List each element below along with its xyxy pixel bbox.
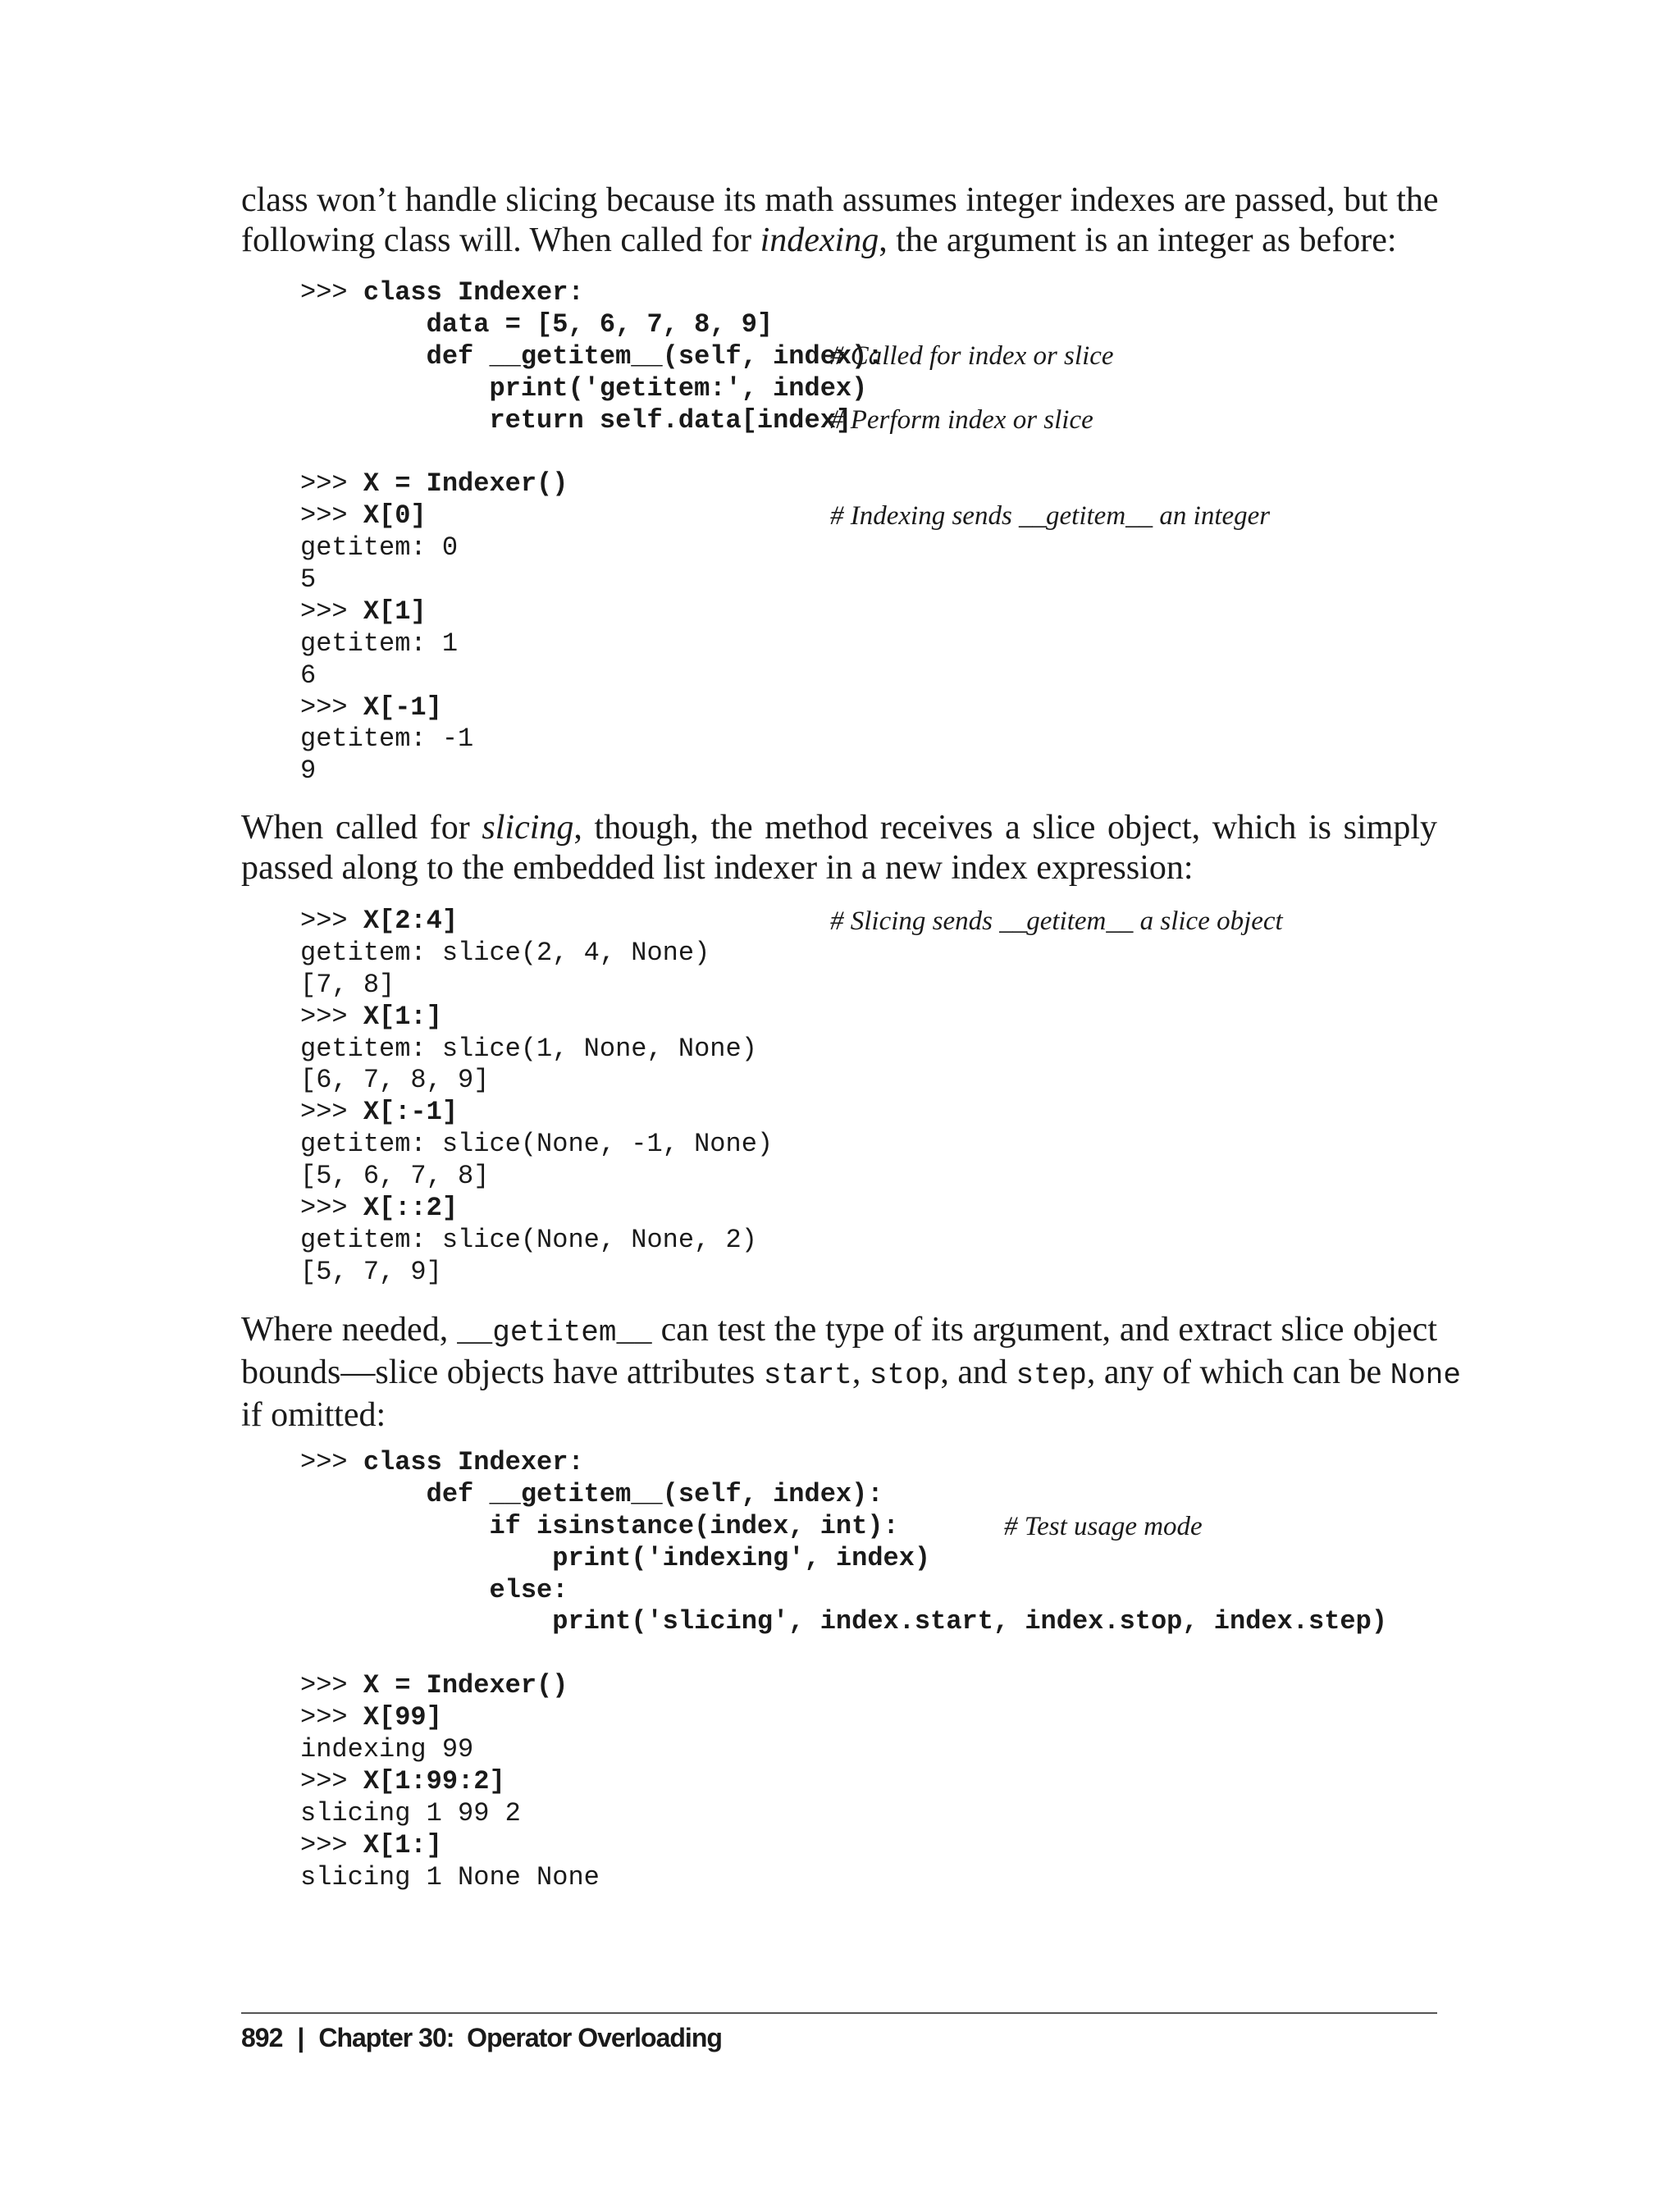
code-block-slicing: [300, 906, 773, 1289]
code-line: >>> X[1:]: [300, 1001, 442, 1032]
code-comment: # Called for index or slice: [830, 341, 1114, 371]
code-output-line: [6, 7, 8, 9]: [300, 1065, 490, 1096]
page-number: 892: [241, 2023, 283, 2052]
code-output-line: getitem: slice(None, -1, None): [300, 1129, 774, 1160]
code-line: data = [5, 6, 7, 8, 9]: [300, 308, 774, 340]
code-line: def __getitem__(self, index):: [300, 340, 883, 372]
code-line: >>> X[1]: [300, 596, 427, 627]
code-output-line: [7, 8]: [300, 969, 395, 1000]
code-output-line: 9: [300, 756, 317, 787]
code-blank-line: [300, 436, 883, 468]
code-line: >>> X = Indexer(): [300, 468, 568, 500]
page-footer: [241, 2023, 722, 2053]
intro-paragraph: [241, 180, 1437, 261]
text-line: passed along to the embedded list indexer in a new index expression:: [241, 849, 1194, 887]
inline-code: stop: [869, 1358, 941, 1392]
code-output-line: getitem: slice(None, None, 2): [300, 1224, 757, 1255]
code-output-line: getitem: -1: [300, 724, 474, 755]
bounds-paragraph: [241, 1310, 1462, 1436]
text-line: When called for slicing, though, the method receives a slice object, which is simply: [241, 809, 1437, 847]
text-line: bounds—slice objects have attributes start, stop, and step, any of which can be None: [241, 1354, 1462, 1392]
code-output-line: [5, 7, 9]: [300, 1256, 442, 1287]
inline-code: __getitem__: [457, 1316, 652, 1349]
code-comment: # Slicing sends __getitem__ a slice object: [830, 906, 1283, 936]
code-line: >>> X[1:99:2]: [300, 1765, 505, 1796]
code-output-line: getitem: slice(1, None, None): [300, 1033, 757, 1064]
code-line: >>> class Indexer:: [300, 1447, 584, 1477]
code-line: def __getitem__(self, index):: [300, 1478, 883, 1509]
inline-code: start: [763, 1358, 852, 1392]
code-line: else:: [300, 1574, 568, 1605]
code-line: if isinstance(index, int):: [300, 1510, 899, 1541]
emphasis: slicing: [482, 809, 574, 847]
code-output-line: getitem: 1: [300, 628, 459, 659]
inline-code: None: [1390, 1358, 1462, 1392]
code-line: print('slicing', index.start, index.stop, index.step): [300, 1606, 1388, 1637]
code-output-line: slicing 1 None None: [300, 1861, 600, 1892]
code-output-line: getitem: slice(2, 4, None): [300, 937, 710, 968]
code-line: return self.data[index]: [300, 404, 852, 436]
text-line: Where needed, __getitem__ can test the type of its argument, and extract slice object: [241, 1311, 1437, 1349]
code-block-indexing: [300, 277, 883, 788]
code-line: >>> X[1:]: [300, 1829, 442, 1860]
emphasis: indexing: [760, 221, 879, 259]
code-comment: # Test usage mode: [1004, 1512, 1203, 1541]
code-output-line: 5: [300, 564, 317, 596]
footer-separator: |: [297, 2023, 304, 2052]
code-output-line: indexing 99: [300, 1734, 474, 1765]
code-comment: # Indexing sends __getitem__ an integer: [830, 501, 1271, 531]
code-line: >>> class Indexer:: [300, 277, 584, 308]
code-line: print('getitem:', index): [300, 372, 868, 404]
inline-code: step: [1016, 1358, 1087, 1392]
code-blank-line: [300, 1638, 1387, 1670]
chapter-title: Chapter 30: Operator Overloading: [318, 2023, 722, 2052]
code-output-line: getitem: 0: [300, 532, 459, 564]
code-line: print('indexing', index): [300, 1542, 931, 1573]
code-comment: # Perform index or slice: [830, 405, 1093, 435]
text-line: if omitted:: [241, 1396, 386, 1434]
code-line: >>> X[0]: [300, 500, 427, 532]
code-output-line: slicing 1 99 2: [300, 1797, 521, 1828]
code-output-line: 6: [300, 660, 317, 691]
code-block-type-test: [300, 1447, 1387, 1893]
code-line: >>> X[:-1]: [300, 1097, 459, 1128]
slicing-paragraph: [241, 808, 1437, 888]
code-line: >>> X[2:4]: [300, 906, 459, 936]
code-line: >>> X = Indexer(): [300, 1670, 568, 1701]
code-line: >>> X[99]: [300, 1702, 442, 1733]
text-line: class won’t handle slicing because its math assumes integer indexes are passed, but the: [241, 181, 1439, 219]
code-line: >>> X[-1]: [300, 692, 442, 723]
code-line: >>> X[::2]: [300, 1193, 459, 1224]
code-output-line: [5, 6, 7, 8]: [300, 1161, 490, 1192]
footer-rule: [241, 2012, 1437, 2014]
text-line: following class will. When called for indexing, the argument is an integer as before:: [241, 221, 1397, 259]
